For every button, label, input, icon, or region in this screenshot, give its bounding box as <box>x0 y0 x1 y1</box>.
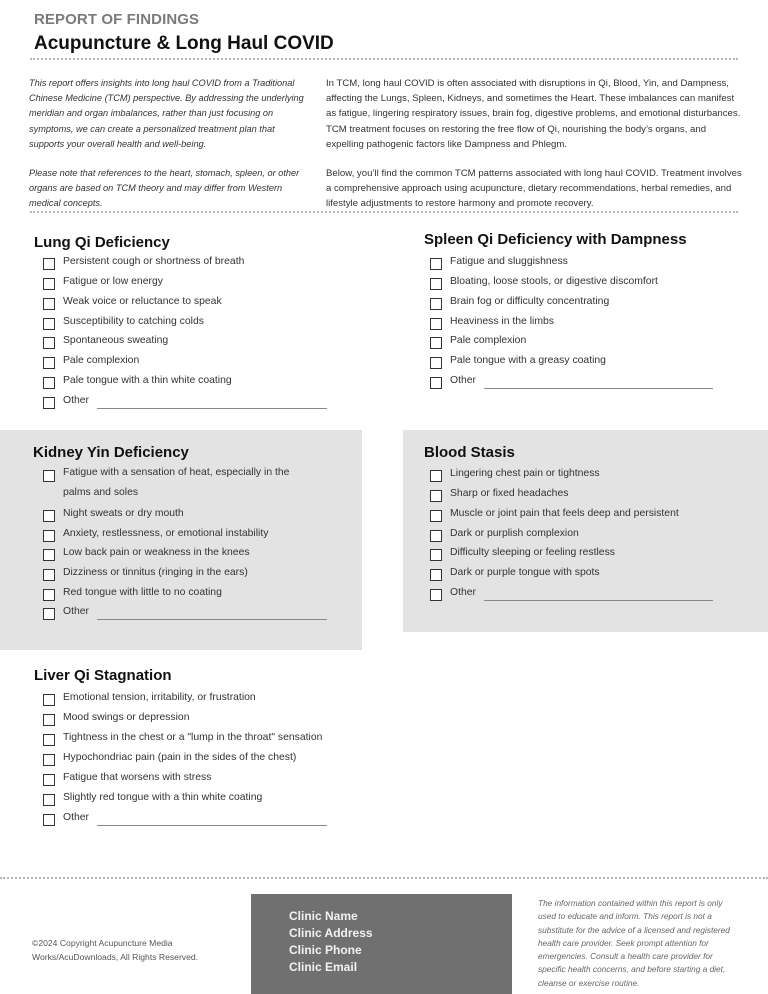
checklist-item[interactable] <box>43 254 244 274</box>
checkbox[interactable] <box>43 794 55 806</box>
checklist-item-label: Anxiety, restlessness, or emotional instability <box>63 528 269 539</box>
checklist-item-label: Bloating, loose stools, or digestive discomfort <box>450 276 658 287</box>
checklist-item-label: Other <box>63 812 89 823</box>
checkbox[interactable] <box>43 694 55 706</box>
intro-left-paragraph: This report offers insights into long haul COVID from a Traditional Chinese Medicine (TCM) perspective. By addressing the underlying meridian and organ imbalances, rather than just focusing on symptoms, we can create a personalized treatment plan that supports your overall health and well-being. <box>29 78 304 149</box>
checklist-item[interactable] <box>43 585 222 605</box>
checkbox[interactable] <box>430 530 442 542</box>
checkbox[interactable] <box>43 714 55 726</box>
checkbox[interactable] <box>430 278 442 290</box>
checkbox[interactable] <box>43 298 55 310</box>
checkbox[interactable] <box>43 377 55 389</box>
checklist-item-other[interactable] <box>430 373 713 393</box>
checklist-item[interactable] <box>430 254 568 274</box>
section-title-liver: Liver Qi Stagnation <box>34 667 172 684</box>
checklist-item[interactable] <box>43 506 184 526</box>
checklist-item-label: Tightness in the chest or a "lump in the throat" sensation <box>63 732 323 743</box>
section-title-kidney: Kidney Yin Deficiency <box>33 444 189 461</box>
checkbox[interactable] <box>430 569 442 581</box>
checkbox[interactable] <box>430 490 442 502</box>
report-title: Acupuncture & Long Haul COVID <box>34 33 334 54</box>
checklist-item-label: Other <box>63 395 89 406</box>
checklist-item[interactable] <box>430 526 579 546</box>
checkbox[interactable] <box>43 337 55 349</box>
checklist-item-label: Brain fog or difficulty concentrating <box>450 296 610 307</box>
report-kicker: REPORT OF FINDINGS <box>34 11 200 28</box>
checklist-item-other[interactable] <box>430 585 713 605</box>
checkbox[interactable] <box>430 589 442 601</box>
checklist-item-label: Other <box>450 375 476 386</box>
checklist-item[interactable] <box>43 565 248 585</box>
checkbox[interactable] <box>43 510 55 522</box>
other-input-line[interactable] <box>484 600 713 601</box>
checklist-item[interactable] <box>43 314 204 334</box>
other-input-line[interactable] <box>97 825 327 826</box>
checklist-item[interactable] <box>430 353 606 373</box>
checkbox[interactable] <box>43 397 55 409</box>
checklist-item-label: Dark or purplish complexion <box>450 528 579 539</box>
checklist-item-label: Pale complexion <box>450 335 527 346</box>
checklist-item-other[interactable] <box>43 604 327 624</box>
intro-right <box>326 76 744 226</box>
checklist-item[interactable] <box>43 690 256 710</box>
other-input-line[interactable] <box>97 408 327 409</box>
checkbox[interactable] <box>43 530 55 542</box>
checkbox[interactable] <box>43 357 55 369</box>
checkbox[interactable] <box>43 569 55 581</box>
checkbox[interactable] <box>43 470 55 482</box>
checkbox[interactable] <box>43 734 55 746</box>
checklist-item[interactable] <box>430 565 600 585</box>
checklist-item[interactable] <box>430 333 526 353</box>
section-title-blood: Blood Stasis <box>424 444 515 461</box>
checklist-item[interactable] <box>430 314 554 334</box>
checklist-item[interactable] <box>43 790 262 810</box>
checklist-item-label: Heaviness in the limbs <box>450 316 554 327</box>
clinic-phone: Clinic Phone <box>289 943 362 957</box>
checkbox[interactable] <box>43 814 55 826</box>
checklist-item[interactable] <box>43 353 139 373</box>
checkbox[interactable] <box>430 357 442 369</box>
checklist-item-label: Lingering chest pain or tightness <box>450 468 600 479</box>
checklist-item-label: Red tongue with little to no coating <box>63 587 222 598</box>
other-input-line[interactable] <box>97 619 327 620</box>
section-title-spleen: Spleen Qi Deficiency with Dampness <box>424 231 687 248</box>
checkbox[interactable] <box>430 549 442 561</box>
checklist-item[interactable] <box>430 545 615 565</box>
header-divider <box>30 58 738 60</box>
checklist-item-label: Persistent cough or shortness of breath <box>63 256 245 267</box>
checklist-item[interactable] <box>430 294 609 314</box>
checklist-item-label: Difficulty sleeping or feeling restless <box>450 547 615 558</box>
checkbox[interactable] <box>430 377 442 389</box>
intro-left <box>29 76 311 226</box>
clinic-name: Clinic Name <box>289 909 358 923</box>
intro-right-paragraph: In TCM, long haul COVID is often associated with disruptions in Qi, Blood, Yin, and Dampness, affecting the Lungs, Spleen, Kidneys, and sometimes the Heart. These imbalances can manifest as fatigue, lingering respiratory issues, brain fog, digestive problems, and emotional disturbances. TCM treatment focuses on restoring the free flow of Qi, nourishing the body’s organs, and expelling pathogenic factors like Dampness and Phlegm. <box>326 78 741 150</box>
checkbox[interactable] <box>430 510 442 522</box>
checkbox[interactable] <box>430 470 442 482</box>
intro-left-paragraph: Please note that references to the heart, stomach, spleen, or other organs are based on TCM theory and may differ from Western medical concepts. <box>29 168 300 209</box>
copyright-text: ©2024 Copyright Acupuncture Media Works/AcuDownloads, All Rights Reserved. <box>32 938 199 962</box>
checkbox[interactable] <box>430 298 442 310</box>
checklist-item-other[interactable] <box>43 393 327 413</box>
checkbox[interactable] <box>43 754 55 766</box>
checklist-item[interactable] <box>43 710 189 730</box>
checklist-item[interactable] <box>430 466 600 486</box>
checkbox[interactable] <box>43 278 55 290</box>
checklist-item-label: Dizziness or tinnitus (ringing in the ears) <box>63 567 248 578</box>
checklist-item-label: Pale tongue with a thin white coating <box>63 375 232 386</box>
checklist-item-label: Fatigue or low energy <box>63 276 163 287</box>
clinic-email: Clinic Email <box>289 960 358 974</box>
checklist-item-label: Other <box>450 587 476 598</box>
checklist-item-label: Muscle or joint pain that feels deep and persistent <box>450 508 679 519</box>
checklist-item-label: Other <box>63 606 89 617</box>
checklist-item[interactable] <box>43 294 222 314</box>
checklist-item-other[interactable] <box>43 810 327 830</box>
checklist-item-label: Dark or purple tongue with spots <box>450 567 600 578</box>
checklist-item[interactable] <box>430 274 658 294</box>
checklist-item[interactable] <box>43 333 168 353</box>
checkbox[interactable] <box>430 258 442 270</box>
checklist-item[interactable] <box>43 770 211 790</box>
checklist-item[interactable] <box>43 545 250 565</box>
checkbox[interactable] <box>43 608 55 620</box>
checklist-item-label: Fatigue with a sensation of heat, especially in the palms and soles <box>63 467 290 498</box>
section-title-lung: Lung Qi Deficiency <box>34 234 170 251</box>
checklist-item-label: Sharp or fixed headaches <box>450 488 569 499</box>
checkbox[interactable] <box>43 318 55 330</box>
checkbox[interactable] <box>43 774 55 786</box>
checklist-item[interactable] <box>43 466 293 506</box>
checkbox[interactable] <box>43 258 55 270</box>
checkbox[interactable] <box>430 318 442 330</box>
checklist-item-label: Weak voice or reluctance to speak <box>63 296 222 307</box>
checklist-item[interactable] <box>43 526 268 546</box>
clinic-info-box <box>251 894 512 994</box>
checklist-item-label: Night sweats or dry mouth <box>63 508 184 519</box>
checklist-item-label: Fatigue and sluggishness <box>450 256 568 267</box>
checklist-item-label: Pale tongue with a greasy coating <box>450 355 606 366</box>
footer-divider <box>0 877 768 879</box>
checklist-item-label: Hypochondriac pain (pain in the sides of the chest) <box>63 752 297 763</box>
intro-divider <box>30 211 738 213</box>
checklist-item[interactable] <box>430 506 679 526</box>
checklist-item[interactable] <box>43 373 232 393</box>
clinic-address: Clinic Address <box>289 926 373 940</box>
checklist-item-label: Slightly red tongue with a thin white coating <box>63 792 263 803</box>
checklist-item[interactable] <box>430 486 568 506</box>
checkbox[interactable] <box>43 549 55 561</box>
checkbox[interactable] <box>43 589 55 601</box>
checklist-item-label: Emotional tension, irritability, or frustration <box>63 692 256 703</box>
other-input-line[interactable] <box>484 388 713 389</box>
checklist-item-label: Susceptibility to catching colds <box>63 316 204 327</box>
disclaimer-text: The information contained within this report is only used to educate and inform. This report is not a substitute for the advice of a licensed and registered health care provider. Seek prompt attention for emergencies. Consult a health care provider for specific health concerns, and before starting a diet, cleanse or exercise routine. <box>538 898 730 988</box>
intro-right-paragraph: Below, you’ll find the common TCM patterns associated with long haul COVID. Treatment involves a comprehensive approach using acupuncture, dietary recommendations, herbal remedies, and lifestyle adjustments to restore harmony and promote recovery. <box>326 168 742 210</box>
checklist-item-label: Spontaneous sweating <box>63 335 169 346</box>
checklist-item-label: Mood swings or depression <box>63 712 190 723</box>
checklist-item-label: Pale complexion <box>63 355 140 366</box>
checklist-item-label: Low back pain or weakness in the knees <box>63 547 250 558</box>
checklist-item-label: Fatigue that worsens with stress <box>63 772 212 783</box>
checklist-item[interactable] <box>43 730 322 750</box>
checklist-item[interactable] <box>43 750 296 770</box>
checkbox[interactable] <box>430 337 442 349</box>
checklist-item[interactable] <box>43 274 163 294</box>
